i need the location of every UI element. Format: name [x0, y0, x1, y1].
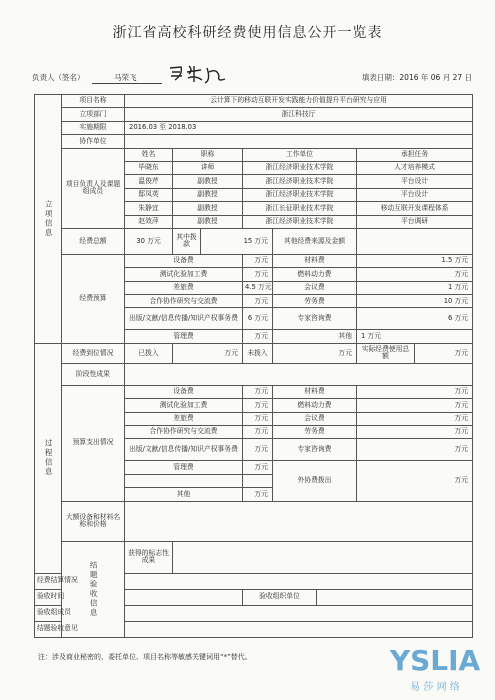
form-header	[32, 70, 472, 86]
budget-amount: 1 万元	[357, 281, 473, 294]
fill-date: 填表日期：2016 年 06 月 27 日	[361, 73, 472, 82]
budget-item: 差旅费	[125, 281, 243, 294]
expense-item: 材料费	[273, 385, 357, 398]
expense-item: 燃料动力费	[273, 399, 357, 412]
budget-item: 合作协作研究与交流费	[125, 295, 243, 308]
expense-amount: 万元	[357, 439, 473, 461]
member-unit: 浙江经济职业技术学院	[243, 161, 357, 174]
member-header-title: 职称	[173, 148, 243, 161]
expense-amount: 万元	[357, 399, 473, 412]
budget-amount: 万元	[243, 295, 273, 308]
allocated-label: 其中拨款	[173, 228, 201, 254]
settlement-value	[125, 573, 473, 589]
dept: 浙江科技厅	[125, 108, 473, 121]
period-label: 实施期限	[62, 121, 125, 134]
member-task: 人才培养模式	[357, 161, 473, 174]
actual-label: 实际经费使用总额	[357, 343, 415, 363]
check-org-value	[317, 589, 473, 605]
budget-item: 设备费	[125, 254, 243, 267]
section-project: 立项信息	[35, 95, 62, 344]
outsource-label: 外协费拨出	[273, 461, 357, 501]
info-table	[34, 94, 473, 638]
not-arrived-unit: 万元	[273, 343, 357, 363]
check-members-value	[125, 605, 473, 621]
handwritten-signature	[167, 62, 237, 86]
responsible-label: 负责人（签名）	[32, 73, 85, 82]
member-name: 邸凤英	[125, 188, 173, 201]
equipment-label: 大额设备和材料名称和价格	[62, 501, 125, 541]
budget-item: 专家咨询费	[273, 308, 357, 330]
section-process: 过程信息	[35, 343, 62, 573]
process-other-label: 其他	[125, 488, 243, 501]
mgmt: 万元	[243, 330, 273, 343]
budget-amount: 1.5 万元	[357, 254, 473, 267]
opinion-label: 结题验收意见	[35, 621, 62, 637]
member-name: 温俊芹	[125, 175, 173, 188]
check-org-label: 验收组织单位	[243, 589, 317, 605]
not-arrived-label: 未拨入	[243, 343, 273, 363]
budget-label: 经费预算	[62, 254, 125, 343]
settlement-label: 经费结算情况	[35, 573, 62, 589]
expense-amount: 万元	[243, 399, 273, 412]
stage-label: 阶段性成果	[62, 363, 125, 385]
expense-amount: 万元	[357, 385, 473, 398]
project-name-label: 项目名称	[62, 95, 125, 108]
budget-amount: 万元	[357, 268, 473, 281]
budget-amount: 10 万元	[357, 295, 473, 308]
opinion-value	[125, 621, 473, 637]
footnote: 注：涉及商业秘密的，委托单位、项目名称等敏感关键词用“*”替代。	[38, 653, 252, 661]
expense-item: 会议费	[273, 412, 357, 425]
budget-item: 测试化验加工费	[125, 268, 243, 281]
achievement-label: 获得的标志性成果	[125, 541, 173, 573]
process-mgmt-unit: 万元	[243, 461, 273, 474]
check-time-value	[125, 589, 243, 605]
total-label: 经费总额	[62, 228, 125, 254]
member-title: 讲师	[173, 161, 243, 174]
members-label: 项目负责人及课题组成员	[62, 148, 125, 228]
actual-unit: 万元	[415, 343, 473, 363]
other: 1 万元	[357, 330, 473, 343]
member-name: 毕晓东	[125, 161, 173, 174]
watermark-logo	[380, 638, 490, 696]
member-task: 平台设计	[357, 188, 473, 201]
budget-amount: 4.5 万元	[243, 281, 273, 294]
expense-item: 劳务费	[273, 426, 357, 439]
process-mgmt-blank-unit	[243, 474, 273, 487]
mgmt-label: 管理费	[125, 330, 243, 343]
member-title: 副教授	[173, 188, 243, 201]
other-label: 其他	[273, 330, 357, 343]
member-name: 赵效萍	[125, 215, 173, 228]
member-unit: 浙江长征职业技术学院	[243, 202, 357, 215]
org-label: 协作单位	[62, 135, 125, 148]
outsource-unit: 万元	[357, 461, 473, 501]
member-header-task: 承担任务	[357, 148, 473, 161]
expense-item: 专家咨询费	[273, 439, 357, 461]
arrived-label: 已拨入	[125, 343, 173, 363]
budget-amount: 6 万元	[243, 308, 273, 330]
equipment-value	[125, 501, 473, 541]
responsible-name: 马荣飞	[114, 73, 137, 82]
check-time-label: 验收时间	[35, 589, 62, 605]
total: 30 万元	[125, 228, 173, 254]
expense-amount: 万元	[243, 426, 273, 439]
member-header-name: 姓名	[125, 148, 173, 161]
budget-item: 燃料动力费	[273, 268, 357, 281]
process-mgmt-label: 管理费	[125, 461, 243, 474]
period: 2016.03 至 2018.03	[125, 121, 473, 134]
expense-amount: 万元	[243, 412, 273, 425]
member-name: 朱静宜	[125, 202, 173, 215]
stage-value	[125, 363, 473, 385]
expense-amount: 万元	[243, 385, 273, 398]
member-header-unit: 工作单位	[243, 148, 357, 161]
member-unit: 浙江经济职业技术学院	[243, 215, 357, 228]
expense-item: 测试化验加工费	[125, 399, 243, 412]
budget-amount: 6 万元	[357, 308, 473, 330]
dept-label: 立项部门	[62, 108, 125, 121]
expense-amount: 万元	[243, 439, 273, 461]
budget-item: 会议费	[273, 281, 357, 294]
allocated: 15 万元	[201, 228, 273, 254]
process-other-unit: 万元	[243, 488, 273, 501]
expense-item: 合作协作研究与交流费	[125, 426, 243, 439]
budget-amount: 万元	[243, 254, 273, 267]
process-mgmt-blank	[125, 474, 243, 487]
svg-text:YSLIA: YSLIA	[389, 644, 481, 677]
other-source	[357, 228, 473, 254]
achievement-value	[173, 541, 473, 573]
member-title: 副教授	[173, 202, 243, 215]
member-task: 平台设计	[357, 175, 473, 188]
budget-amount: 万元	[243, 268, 273, 281]
expense-item: 出版/文献/信息传播/知识产权事务费	[125, 439, 243, 461]
member-task: 移动互联开发课程体系	[357, 202, 473, 215]
member-unit: 浙江经济职业技术学院	[243, 175, 357, 188]
page-title: 浙江省高校科研经费使用信息公开一览表	[112, 25, 383, 41]
budget-item: 劳务费	[273, 295, 357, 308]
expense-label: 预算支出情况	[62, 385, 125, 501]
other-source-label: 其他经费来源及金额	[273, 228, 357, 254]
expense-amount: 万元	[357, 412, 473, 425]
member-task: 平台调研	[357, 215, 473, 228]
budget-item: 出版/文献/信息传播/知识产权事务费	[125, 308, 243, 330]
org	[125, 135, 473, 148]
arrived-unit: 万元	[173, 343, 243, 363]
member-title: 副教授	[173, 175, 243, 188]
check-members-label: 验收组成员	[35, 605, 62, 621]
budget-item: 材料费	[273, 254, 357, 267]
expense-item: 差旅费	[125, 412, 243, 425]
expense-item: 设备费	[125, 385, 243, 398]
member-title: 副教授	[173, 215, 243, 228]
svg-text:易 莎 网 络: 易 莎 网 络	[410, 682, 460, 693]
arrival-label: 经费到位情况	[62, 343, 125, 363]
signature-line	[92, 83, 162, 84]
section-conclusion: 结题验收信息	[62, 541, 125, 637]
project-name: 云计算下的移动互联开发实践能力价值提升平台研究与应用	[125, 95, 473, 108]
member-unit: 浙江经济职业技术学院	[243, 188, 357, 201]
expense-amount: 万元	[357, 426, 473, 439]
